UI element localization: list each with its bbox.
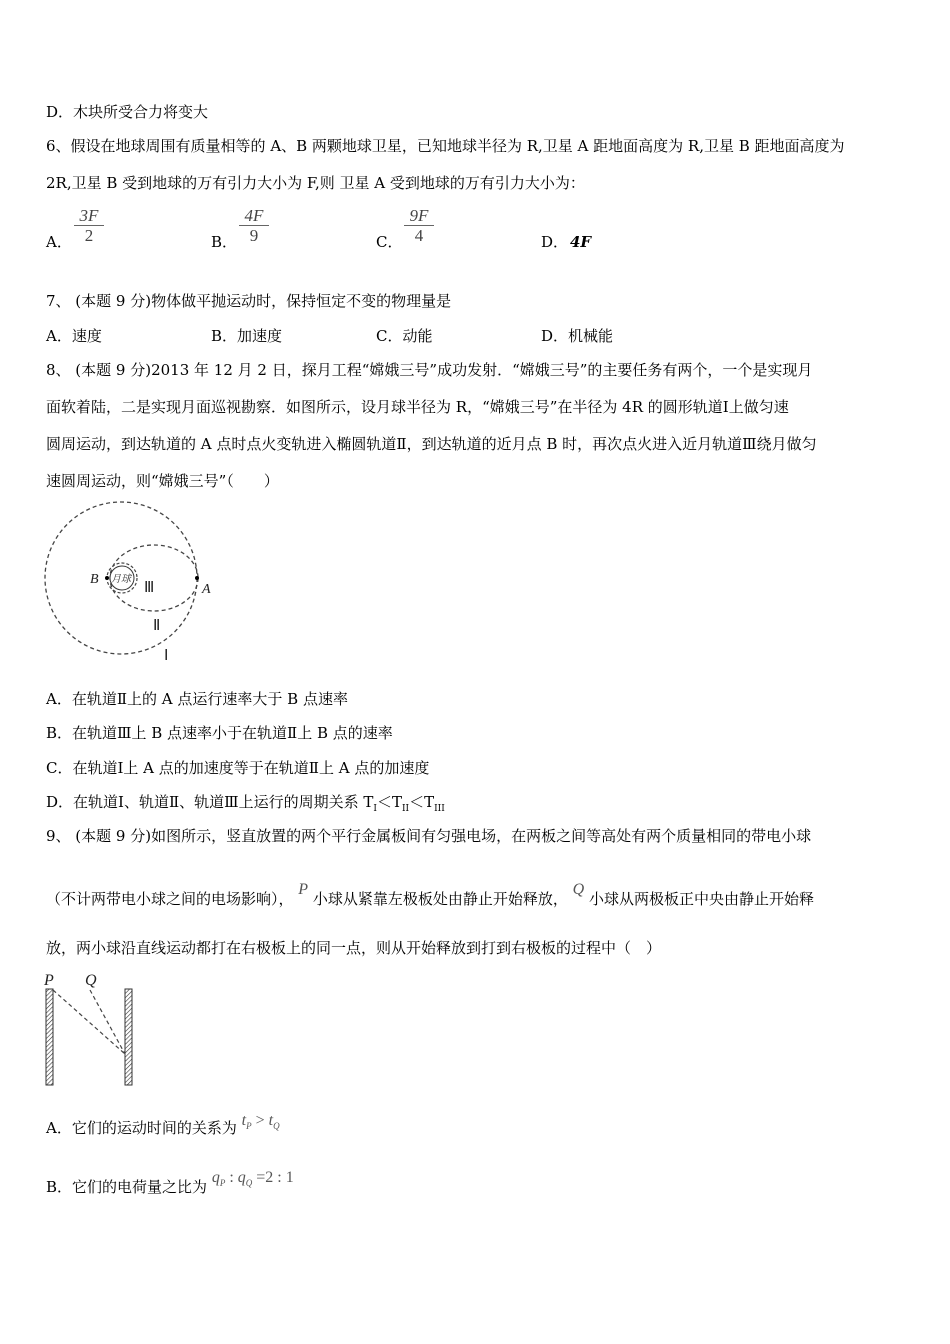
q8-option-a: A．在轨道Ⅱ上的 A 点运行速率大于 B 点速率 xyxy=(46,690,348,708)
q7-stem: 7、 (本题 9 分)物体做平抛运动时，保持恒定不变的物理量是 xyxy=(46,292,452,310)
q8-option-d-lt1: ＜T xyxy=(376,793,402,811)
q9-stem-line3: 放，两小球沿直线运动都打在右极板上的同一点，则从开始释放到打到右极板的过程中（ ） xyxy=(46,939,662,957)
point-b-dot xyxy=(105,576,109,580)
label-b: B xyxy=(90,572,99,587)
label-q: Q xyxy=(85,972,97,989)
q8-option-b: B．在轨道Ⅲ上 B 点速率小于在轨道Ⅱ上 B 点的速率 xyxy=(46,724,393,742)
q6-stem-line1: 6、假设在地球周围有质量相等的 A、B 两颗地球卫星，已知地球半径为 R,卫星 A 距地面高度为 R,卫星 B 距地面高度为 xyxy=(46,137,845,155)
q6-option-c-letter: C． xyxy=(376,233,403,251)
q9-stem-line2 xyxy=(46,881,815,911)
q6-option-d-letter: D． xyxy=(541,233,569,251)
symbol-q: Q xyxy=(572,881,585,898)
orbit-diagram xyxy=(40,500,230,670)
q9-line2-part-c: 小球从两极板正中央由静止开始释 xyxy=(589,890,815,908)
q9-option-a-text: A．它们的运动时间的关系为 xyxy=(46,1119,237,1137)
q6-option-b-numerator: 4F xyxy=(239,207,269,226)
q9-line2-part-a: （不计两带电小球之间的电场影响）， xyxy=(46,890,294,908)
label-p: P xyxy=(44,972,54,989)
t-p-subscript: P xyxy=(246,1121,252,1132)
q9-option-b-text: B．它们的电荷量之比为 xyxy=(46,1178,208,1196)
q9-option-a-formula xyxy=(241,1112,280,1132)
q8-stem-line1: 8、 (本题 9 分)2013 年 12 月 2 日，探月工程“嫦娥三号”成功发射．“嫦娥三号”的主要任务有两个，一个是实现月 xyxy=(46,361,813,379)
q7-option-a: A．速度 xyxy=(46,327,102,345)
t-p-symbol: t xyxy=(241,1112,247,1129)
q6-stem-line2: 2R,卫星 B 受到地球的万有引力大小为 F,则 卫星 A 受到地球的万有引力大小为： xyxy=(46,174,585,192)
q-q-symbol: q xyxy=(237,1169,246,1186)
q-q-subscript: Q xyxy=(245,1178,253,1189)
q6-option-a-numerator: 3F xyxy=(74,207,104,226)
q9-line2-part-b: 小球从紧靠左极板处由静止开始释放， xyxy=(312,890,568,908)
q-p-symbol: q xyxy=(211,1169,220,1186)
q9-option-b xyxy=(46,1169,294,1204)
q8-stem-line4: 速圆周运动，则“嫦娥三号”（ ） xyxy=(46,472,279,490)
q5-option-d: D．木块所受合力将变大 xyxy=(46,103,209,121)
q6-option-b-denominator: 9 xyxy=(249,226,259,245)
q8-option-d xyxy=(46,791,445,820)
label-orbit-2: Ⅱ xyxy=(153,618,161,634)
q6-option-a-denominator: 2 xyxy=(84,226,94,245)
t-q-subscript: Q xyxy=(273,1121,280,1132)
left-plate xyxy=(46,989,53,1085)
t-q-symbol: t xyxy=(268,1112,274,1129)
point-a-dot xyxy=(195,576,199,580)
q6-option-c-numerator: 9F xyxy=(404,207,434,226)
q9-option-b-formula xyxy=(211,1169,294,1189)
q8-option-c: C．在轨道Ⅰ上 A 点的加速度等于在轨道Ⅱ上 A 点的加速度 xyxy=(46,759,430,777)
q6-option-c-denominator: 4 xyxy=(414,226,424,245)
q8-option-d-text: D．在轨道Ⅰ、轨道Ⅱ、轨道Ⅲ上运行的周期关系 T xyxy=(46,793,374,811)
greater-than: > xyxy=(255,1112,265,1129)
q6-option-b-letter: B． xyxy=(211,233,238,251)
q8-stem-line2: 面软着陆，二是实现月面巡视勘察．如图所示，设月球半径为 R，“嫦娥三号”在半径为 4R 的圆形轨道Ⅰ上做匀速 xyxy=(46,398,789,416)
t-sub-i: I xyxy=(373,804,377,814)
moon-label: 月球 xyxy=(111,574,131,585)
q6-option-c-fraction xyxy=(404,207,434,246)
label-a: A xyxy=(202,582,211,597)
q8-stem-line3: 圆周运动，到达轨道的 A 点时点火变轨进入椭圆轨道Ⅱ，到达轨道的近月点 B 时，再次点火进入近月轨道Ⅲ绕月做匀 xyxy=(46,435,817,453)
parallel-plates-diagram xyxy=(40,968,140,1090)
right-plate xyxy=(125,989,132,1085)
label-orbit-1: Ⅰ xyxy=(164,648,169,664)
q7-option-c: C．动能 xyxy=(376,327,433,345)
q6-option-a-fraction xyxy=(74,207,104,246)
q6-option-d-value: 4F xyxy=(570,233,592,251)
t-sub-iii: III xyxy=(434,804,445,814)
q-trajectory xyxy=(90,990,125,1054)
q6-option-a-letter: A． xyxy=(46,233,72,251)
q8-option-d-lt2: ＜T xyxy=(409,793,435,811)
label-orbit-3: Ⅲ xyxy=(144,580,155,596)
q9-option-a xyxy=(46,1112,280,1145)
q9-stem-line1: 9、 (本题 9 分)如图所示，竖直放置的两个平行金属板间有匀强电场，在两板之间等高处有两个质量相同的带电小球 xyxy=(46,827,812,845)
q7-option-d: D．机械能 xyxy=(541,327,614,345)
q7-option-b: B．加速度 xyxy=(211,327,283,345)
p-trajectory xyxy=(53,990,125,1054)
ratio-colon: : xyxy=(229,1169,234,1186)
symbol-p: P xyxy=(298,881,309,898)
q6-option-b-fraction xyxy=(239,207,269,246)
ratio-value: =2 : 1 xyxy=(256,1169,294,1186)
t-sub-ii: II xyxy=(401,804,410,814)
q-p-subscript: P xyxy=(219,1178,226,1189)
